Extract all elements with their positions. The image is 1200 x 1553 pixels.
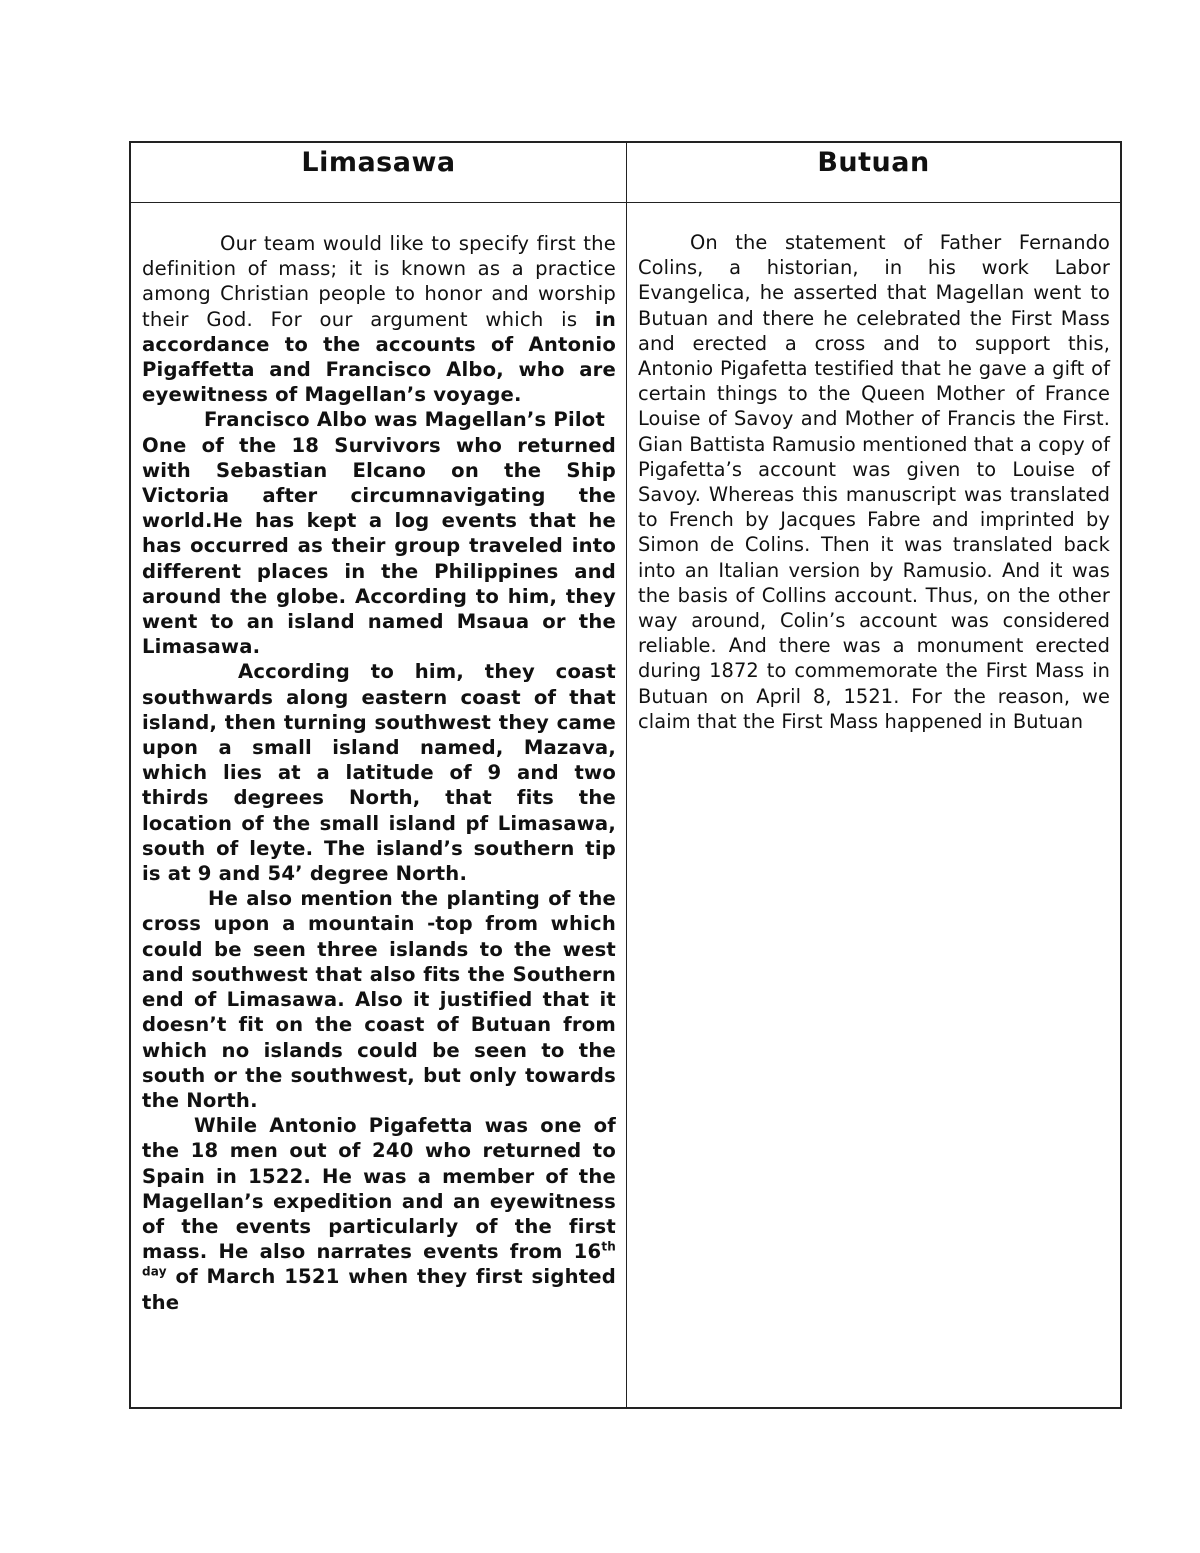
limasawa-p6-superscript: th day — [142, 1239, 616, 1279]
limasawa-p1-bold-text: in accordance to the accounts of Antonio Pigaffetta and Francisco Albo, who are eyewitness of Magellan’s voyage. — [142, 307, 616, 407]
butuan-body-cell — [627, 203, 1120, 1407]
comparison-table — [129, 141, 1122, 1409]
limasawa-heading: Limasawa — [301, 147, 456, 178]
butuan-paragraph-1: On the statement of Father Fernando Colins, a historian, in his work Labor Evangelica, he asserted that Magellan went to Butuan and there he celebrated the First Mass and erected a cross and to support this, Antonio Pigafetta testified that he gave a gift of certain things to the Queen Mother of France Louise of Savoy and Mother of Francis the First. Gian Battista Ramusio mentioned that a copy of Pigafetta’s account was given to Louise of Savoy. Whereas this manuscript was translated to French by Jacques Fabre and imprinted by Simon de Colins. Then it was translated back into an Italian version by Ramusio. And it was the basis of Collins account. Thus, on the other way around, Colin’s account was considered reliable. And there was a monument erected during 1872 to commemorate the First Mass in Butuan on April 8, 1521. For the reason, we claim that the First Mass happened in Butuan — [638, 231, 1110, 733]
limasawa-paragraph-5: He also mention the planting of the cross upon a mountain -top from which could be seen three islands to the west and southwest that also fits the Southern end of Limasawa. Also it justified that it doesn’t fit on the coast of Butuan from which no islands could be seen to the south or the southwest, but only towards the North. — [142, 887, 616, 1112]
limasawa-paragraph-4: According to him, they coast southwards along eastern coast of that island, then turning southwest they came upon a small island named, Mazava, which lies at a latitude of 9 and two thirds degrees North, that fits the location of the small island pf Limasawa, south of leyte. The island’s southern tip is at 9 and 54’ degree North. — [142, 660, 616, 886]
butuan-header-cell — [627, 143, 1120, 203]
limasawa-paragraph-1 — [142, 231, 616, 407]
limasawa-p1-text: Our team would like to specify first the definition of mass; it is known as a practice among Christian people to honor and worship their God. For our argument which is — [142, 232, 616, 331]
limasawa-paragraph-3: One of the 18 Survivors who returned with Sebastian Elcano on the Ship Victoria after circumnavigating the world.He has kept a log events that he has occurred as their group traveled into different places in the Philippines and around the globe. According to him, they went to an island named Msaua or the Limasawa. — [142, 433, 616, 659]
limasawa-paragraph-2: Francisco Albo was Magellan’s Pilot — [204, 408, 606, 432]
limasawa-paragraph-6 — [142, 1113, 616, 1315]
limasawa-body-cell — [131, 203, 627, 1407]
limasawa-p6-text-a: While Antonio Pigafetta was one of the 18 men out of 240 who returned to Spain in 1522. He was a member of the Magellan’s expedition and an eyewitness of the events particularly of the first mass. He also narrates events from 16 — [142, 1114, 616, 1264]
limasawa-p6-text-b: of March 1521 when they first sighted the — [142, 1265, 616, 1314]
limasawa-header-cell — [131, 143, 627, 203]
butuan-heading: Butuan — [817, 147, 930, 178]
